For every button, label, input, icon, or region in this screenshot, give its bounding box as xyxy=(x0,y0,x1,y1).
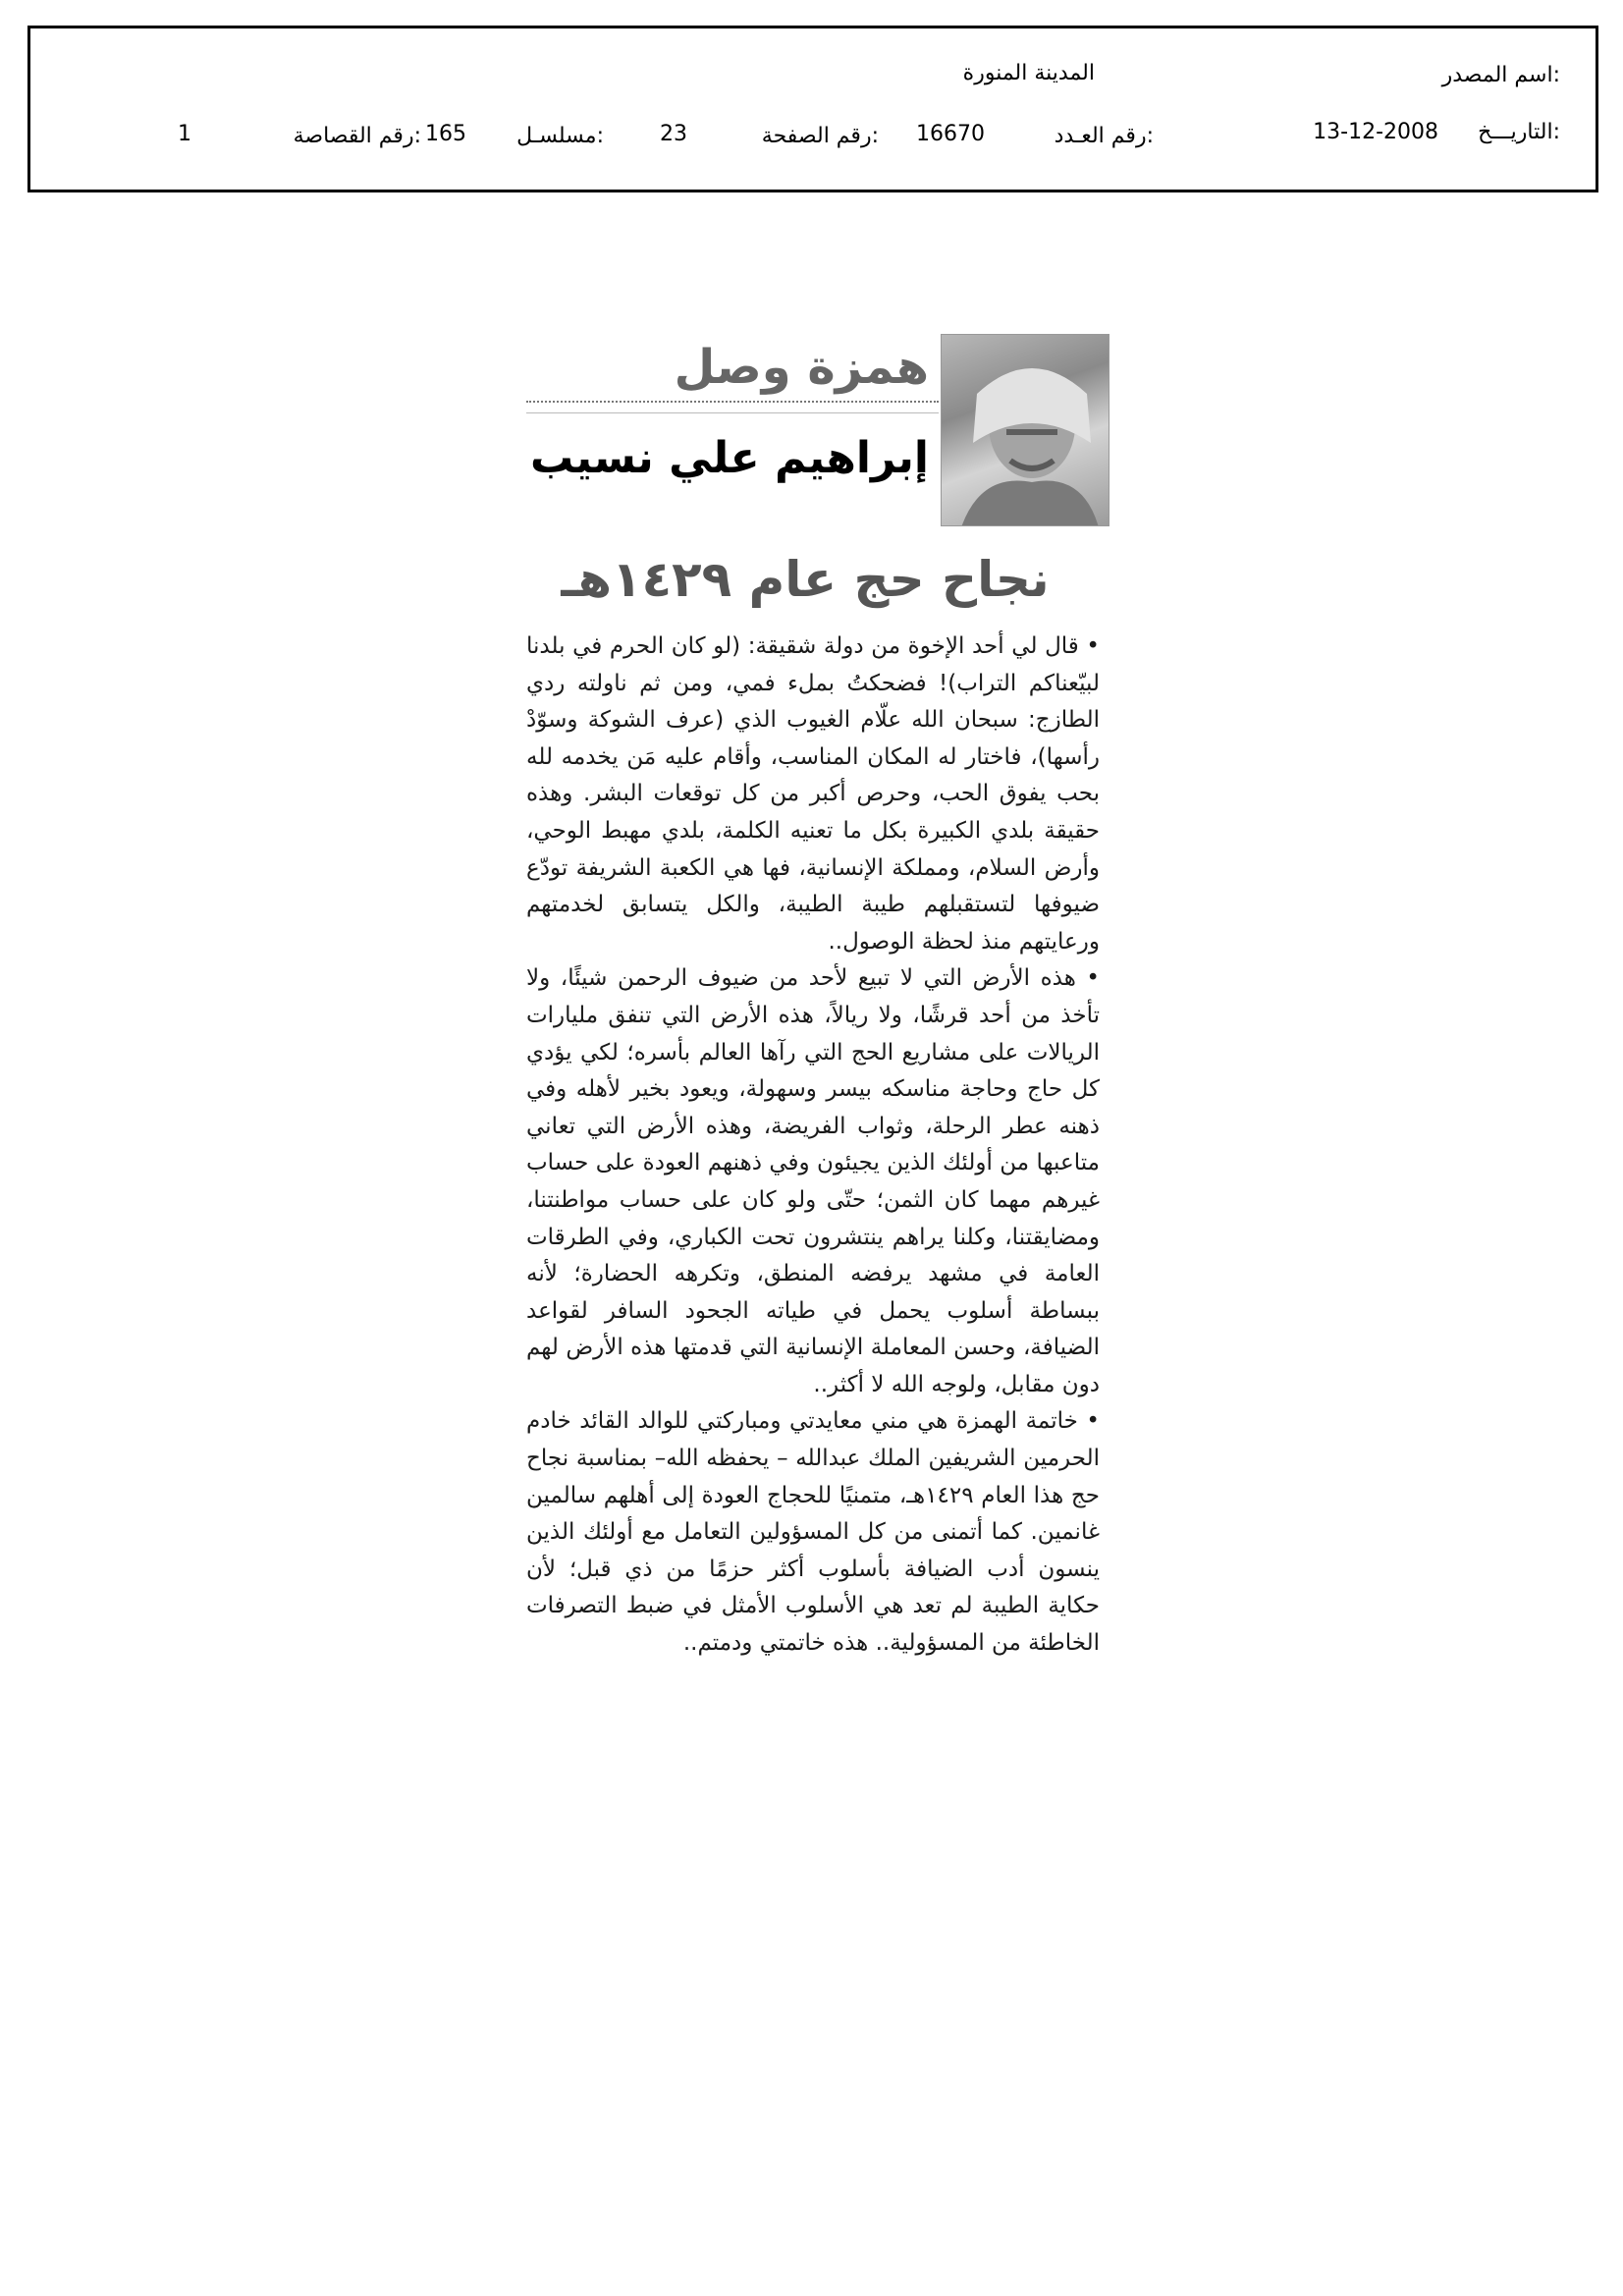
page-label: رقم الصفحة: xyxy=(761,124,879,148)
author-photo xyxy=(941,334,1109,526)
serial-value: 165 xyxy=(425,122,466,146)
author-name: إبراهيم علي نسيب xyxy=(529,433,929,483)
date-label: التاريـــخ: xyxy=(1478,120,1560,144)
article-title: نجاح حج عام ١٤٢٩هـ xyxy=(561,551,1050,608)
article-paragraph: • خاتمة الهمزة هي مني معايدتي ومباركتي للوالد القائد خادم الحرمين الشريفين الملك عبدالله – يحفظه الله– بمناسبة نجاح حج هذا العام ١٤٢٩هـ، متمنيًا للحجاج العودة إلى أهلهم سالمين غانمين. كما أتمنى من كل المسؤولين التعامل مع أولئك الذين ينسون أدب الضيافة بأسلوب أكثر حزمًا من ذي قبل؛ لأن حكاية الطيبة لم تعد هي الأسلوب الأمثل في ضبط التصرفات الخاطئة من المسؤولية.. هذه خاتمتي ودمتم.. xyxy=(526,1408,1100,1657)
date-value: 13-12-2008 xyxy=(1313,120,1438,144)
author-portrait-image xyxy=(942,335,1109,526)
clip-number-label: رقم القصاصة: xyxy=(293,124,421,148)
clipping-header-box xyxy=(27,26,1598,192)
issue-value: 16670 xyxy=(916,122,985,146)
source-label: اسم المصدر: xyxy=(1441,63,1560,87)
issue-label: رقم العـدد: xyxy=(1054,124,1154,148)
column-header xyxy=(520,334,1109,540)
page-value: 23 xyxy=(660,122,687,146)
source-value: المدينة المنورة xyxy=(962,61,1095,85)
column-name-band xyxy=(526,334,939,403)
column-name: همزة وصل xyxy=(674,340,929,395)
newspaper-clipping xyxy=(511,334,1109,1758)
article-body xyxy=(526,629,1100,1663)
article-paragraph: • قال لي أحد الإخوة من دولة شقيقة: (لو كان الحرم في بلدنا لبيّعناكم التراب)! فضحكتُ بملء فمي، ومن ثم ناولته ردي الطازج: سبحان الله علّام الغيوب الذي (عرف الشوكة وسوّدْ رأسها)، فاختار له المكان المناسب، وأقام عليه مَن يخدمه لله بحب يفوق الحب، وحرص أكبر من كل توقعات البشر. وهذه حقيقة بلدي الكبيرة بكل ما تعنيه الكلمة، بلدي مهبط الوحي، وأرض السلام، ومملكة الإنسانية، فها هي الكعبة الشريفة تودّع ضيوفها لتستقبلهم طيبة الطيبة، والكل يتسابق لخدمتهم ورعايتهم منذ لحظة الوصول.. xyxy=(526,633,1100,955)
serial-label: مسلسـل: xyxy=(516,124,604,148)
article-paragraph: • هذه الأرض التي لا تبيع لأحد من ضيوف الرحمن شيئًا، ولا تأخذ من أحد قرشًا، ولا ريالاً، هذه الأرض التي تنفق مليارات الريالات على مشاريع الحج التي رآها العالم بأسره؛ لكي يؤدي كل حاج وحاجة مناسكه بيسر وسهولة، ويعود بخير لأهله وفي ذهنه عطر الرحلة، وثواب الفريضة، وهذه الأرض التي تعاني متاعبها من أولئك الذين يجيئون وفي ذهنهم العودة على حساب غيرهم مهما كان الثمن؛ حتّى ولو كان على حساب مواطنتنا، ومضايقتنا، وكلنا يراهم ينتشرون تحت الكباري، وفي الطرقات العامة في مشهد يرفضه المنطق، وتكرهه الحضارة؛ لأنه ببساطة أسلوب يحمل في طياته الجحود السافر لقواعد الضيافة، وحسن المعاملة الإنسانية التي قدمتها هذه الأرض لهم دون مقابل، ولوجه الله لا أكثر.. xyxy=(526,965,1100,1397)
clip-number-value: 1 xyxy=(178,122,191,146)
author-band xyxy=(526,412,939,512)
